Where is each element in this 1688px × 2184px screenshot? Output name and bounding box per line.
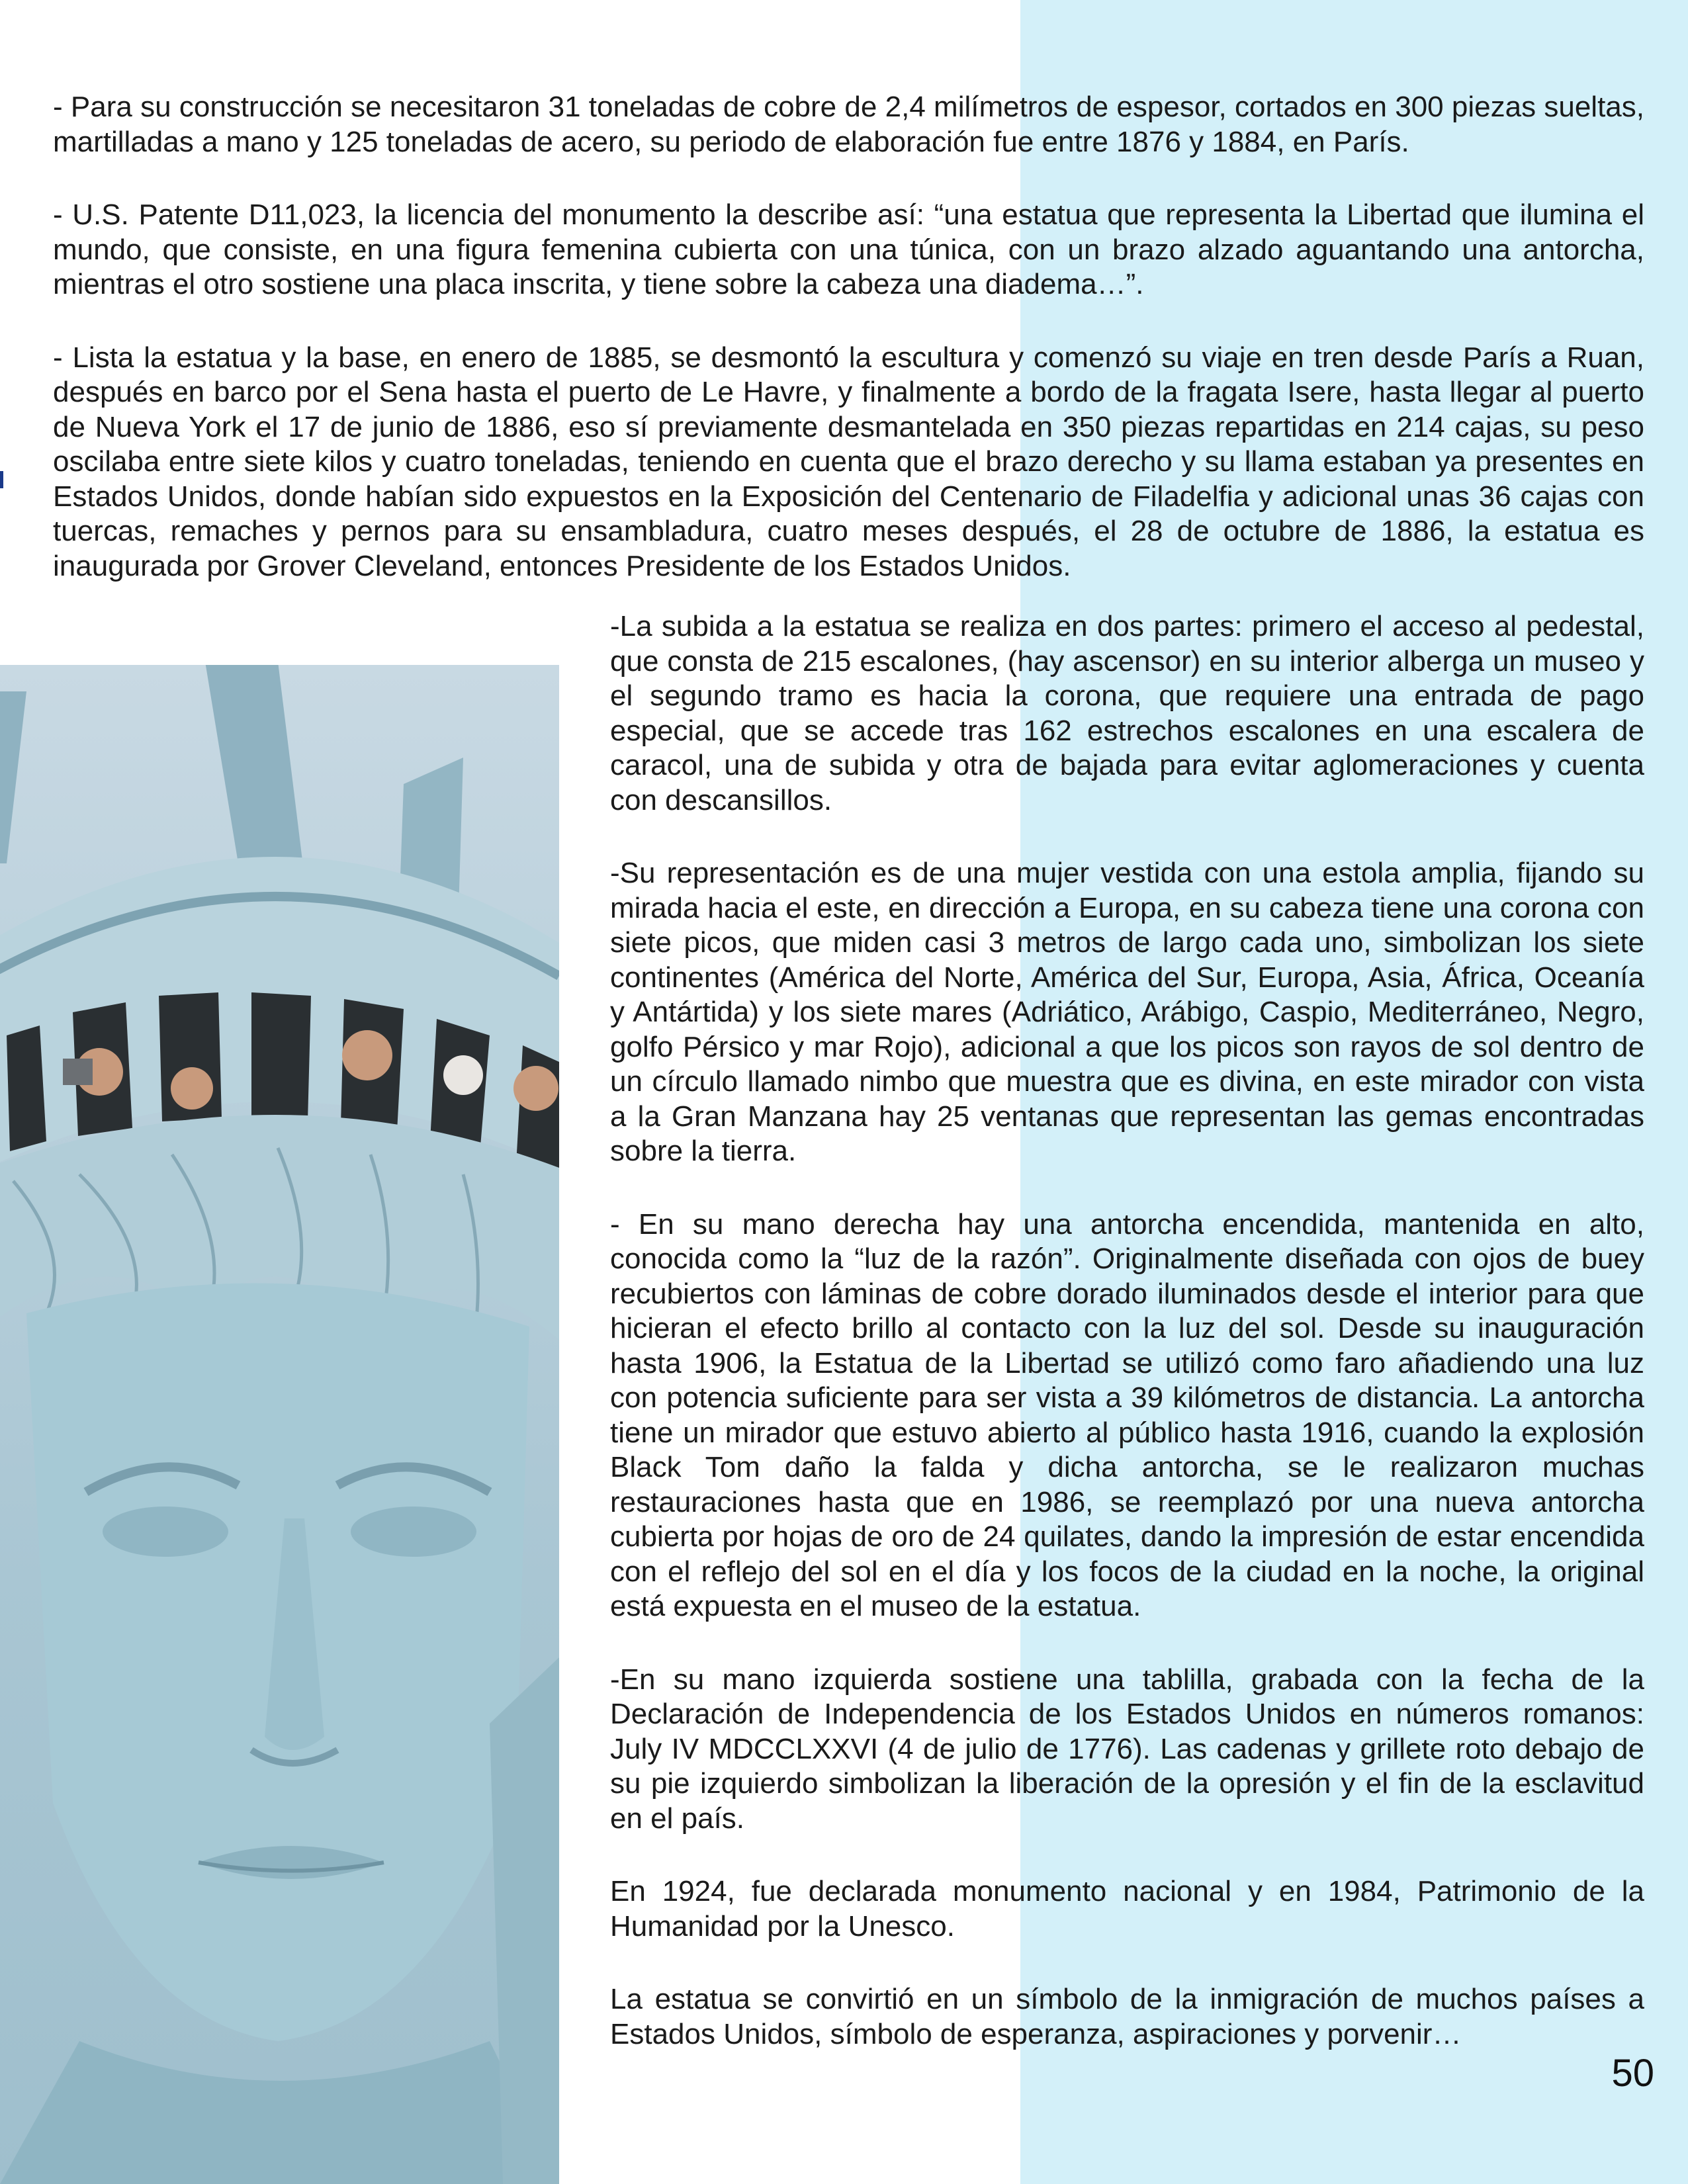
- paragraph-ascent: -La subida a la estatua se realiza en dos partes: primero el acceso al pedestal, que consta de 215 escalones, (hay ascensor) en su interior alberga un museo y el segundo tramo es hacia la corona, que requiere una entrada de pago especial, que se accede tras 162 estrechos escalones en una escalera de caracol, una de subida y otra de bajada para evitar aglomeraciones y cuenta con descansillos.: [610, 610, 1644, 816]
- page-number: 50: [1611, 2052, 1654, 2095]
- paragraph-tablet: -En su mano izquierda sostiene una tablilla, grabada con la fecha de la Declaración de Independencia de los Estados Unidos en números romanos: July IV MDCCLXXVI (4 de julio de 1776). Las cadenas y grillete roto debajo de su pie izquierdo simbolizan la liberación de la opresión y el fin de la esclavitud en el país.: [610, 1663, 1644, 1835]
- paragraph-representation: -Su representación es de una mujer vestida con una estola amplia, fijando su mirada hacia el este, en dirección a Europa, en su cabeza tiene una corona con siete picos, que miden casi 3 metros de largo cada uno, simbolizan los siete continentes (América del Norte, América del Sur, Europa, Asia, África, Oceanía y Antártida) y los siete mares (Adriático, Arábigo, Caspio, Mediterráneo, Negro, golfo Pérsico y mar Rojo), adicional a que los picos son rayos de sol dentro de un círculo llamado nimbo que muestra que es divina, en este mirador con vista a la Gran Manzana hay 25 ventanas que representan las gemas encontradas sobre la tierra.: [610, 857, 1644, 1167]
- paragraph-transport: - Lista la estatua y la base, en enero de 1885, se desmontó la escultura y comenzó su viaje en tren desde París a Ruan, después en barco por el Sena hasta el puerto de Le Havre, y finalmente a bordo de la fragata Isere, hasta llegar al puerto de Nueva York el 17 de junio de 1886, eso sí previamente desmantelada en 350 piezas repartidas en 214 cajas, su peso oscilaba entre siete kilos y cuatro toneladas, teniendo en cuenta que el brazo derecho y su llama estaban ya presentes en Estados Unidos, donde habían sido expuestos en la Exposición del Centenario de Filadelfia y adicional unas 36 cajas con tuercas, remaches y pernos para su ensambladura, cuatro meses después, el 28 de octubre de 1886, la estatua es inaugurada por Grover Cleveland, entonces Presidente de los Estados Unidos.: [53, 341, 1644, 582]
- paragraph-construction: - Para su construcción se necesitaron 31 toneladas de cobre de 2,4 milímetros de espesor, cortados en 300 piezas sueltas, martilladas a mano y 125 toneladas de acero, su periodo de elaboración fue entre 1876 y 1884, en París.: [53, 91, 1644, 158]
- paragraph-torch: - En su mano derecha hay una antorcha encendida, mantenida en alto, conocida como la “luz de la razón”. Originalmente diseñada con ojos de buey recubiertos con láminas de cobre dorado iluminados desde el interior para que hicieran el efecto brillo al contacto con la luz del sol. Desde su inauguración hasta 1906, la Estatua de la Libertad se utilizó como faro añadiendo una luz con potencia suficiente para ser vista a 39 kilómetros de distancia. La antorcha tiene un mirador que estuvo abierto al público hasta 1916, cuando la explosión Black Tom daño la falda y dicha antorcha, se le realizaron muchas restauraciones hasta que en 1986, se reemplazó por una nueva antorcha cubierta por hojas de oro de 24 quilates, dando la impresión de estar encendida con el reflejo del sol en el día y los focos de la ciudad en la noche, la original está expuesta en el museo de la estatua.: [610, 1207, 1644, 1622]
- edge-marker: [0, 471, 3, 488]
- paragraph-monument: En 1924, fue declarada monumento nacional y en 1984, Patrimonio de la Humanidad por la Unesco.: [610, 1875, 1644, 1943]
- article-top-text: [53, 90, 1644, 622]
- statue-of-liberty-photo: [0, 665, 559, 2184]
- paragraph-patent: - U.S. Patente D11,023, la licencia del monumento la describe así: “una estatua que representa la Libertad que ilumina el mundo, que consiste, en una figura femenina cubierta con una túnica, con un brazo alzado aguantando una antorcha, mientras el otro sostiene una placa inscrita, y tiene sobre la cabeza una diadema…”.: [53, 198, 1644, 300]
- paragraph-symbol: La estatua se convirtió en un símbolo de la inmigración de muchos países a Estados Unidos, símbolo de esperanza, aspiraciones y porvenir…: [610, 1983, 1644, 2050]
- article-right-text: [610, 609, 1644, 2090]
